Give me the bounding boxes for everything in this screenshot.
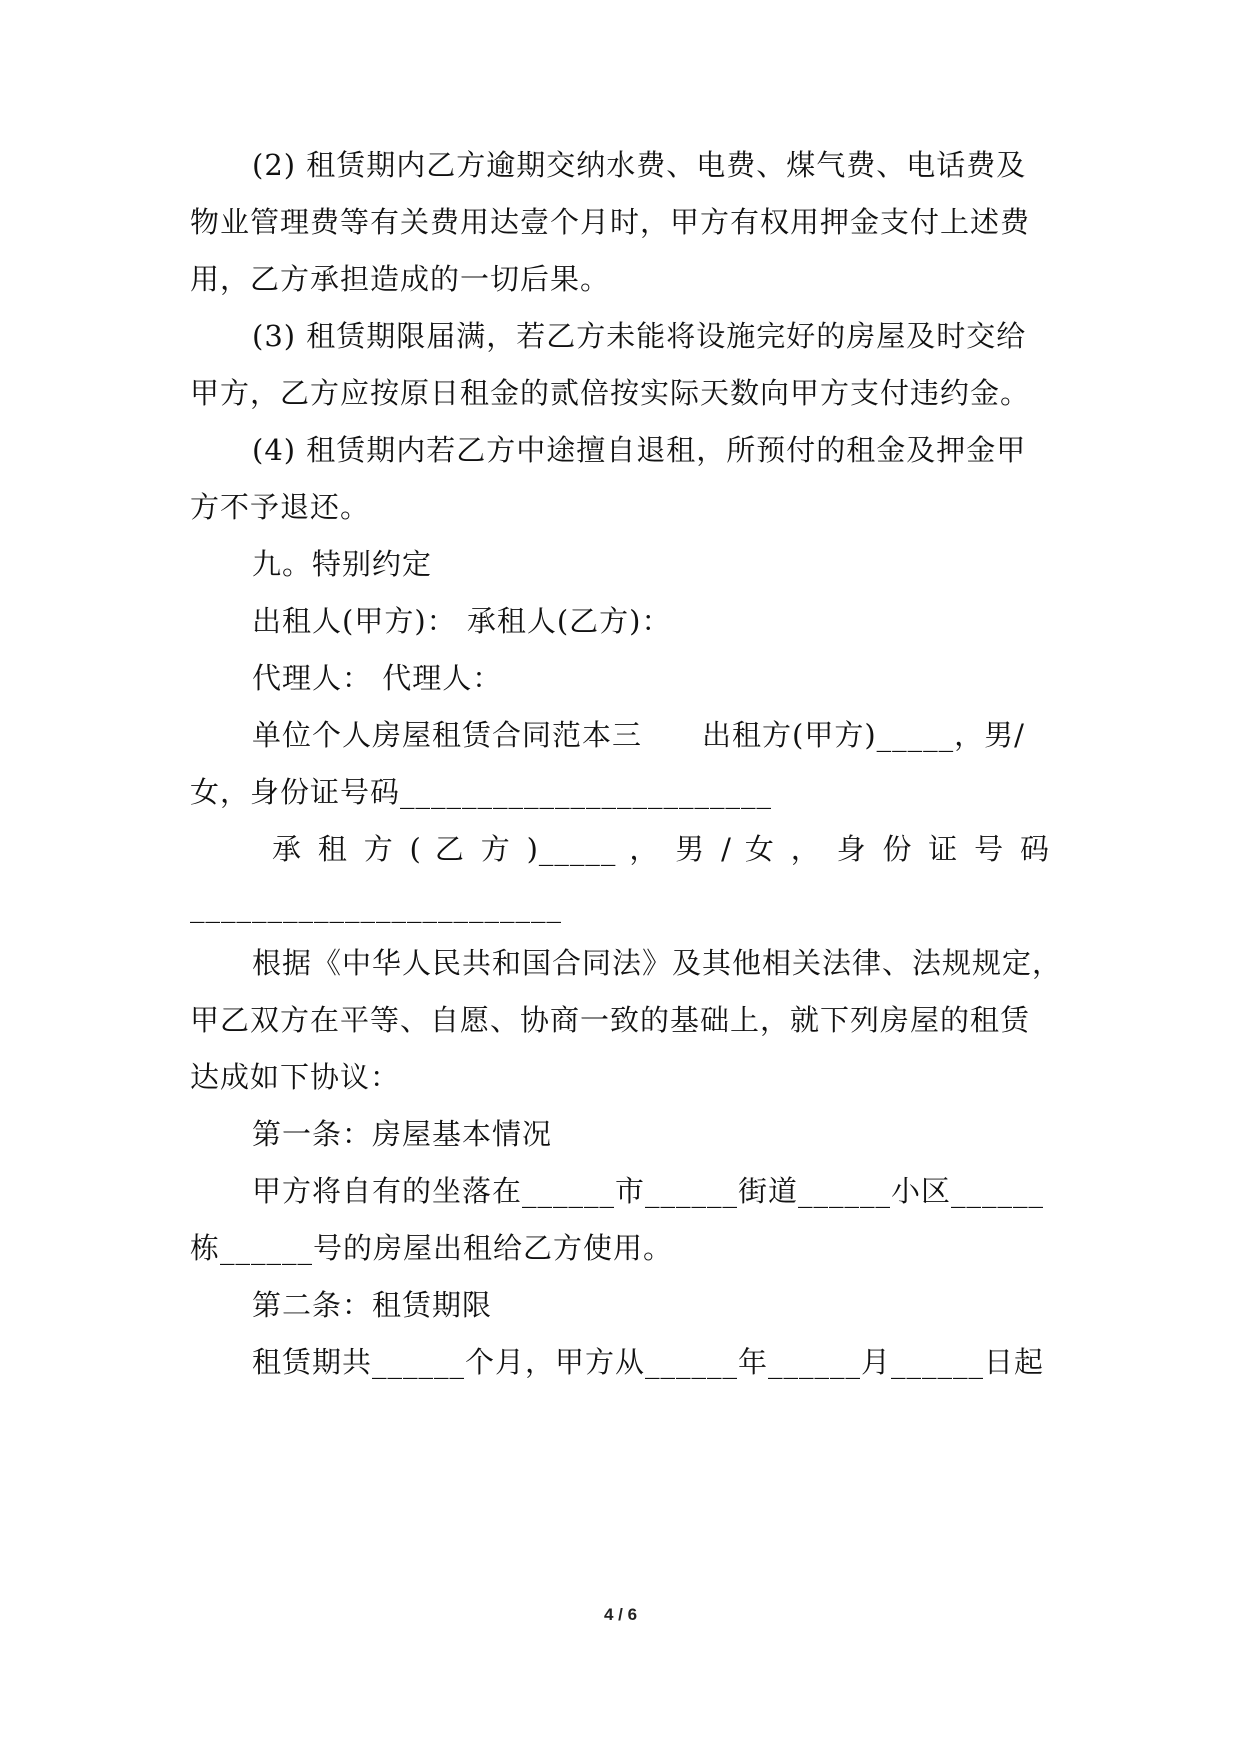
paragraph-line: 栋______号的房屋出租给乙方使用。 xyxy=(190,1231,674,1265)
paragraph-line: 甲方，乙方应按原日租金的贰倍按实际天数向甲方支付违约金。 xyxy=(190,376,1031,410)
paragraph-line: 甲方将自有的坐落在______市______街道______小区______ xyxy=(252,1174,1045,1208)
paragraph-line: (2) 租赁期内乙方逾期交纳水费、电费、煤气费、电话费及 xyxy=(252,148,1027,182)
paragraph-line: (4) 租赁期内若乙方中途擅自退租，所预付的租金及押金甲 xyxy=(252,433,1027,467)
paragraph-line: 甲乙双方在平等、自愿、协商一致的基础上，就下列房屋的租赁 xyxy=(190,1003,1031,1037)
article-heading: 第二条：租赁期限 xyxy=(252,1288,493,1322)
paragraph-line: 达成如下协议： xyxy=(190,1060,401,1094)
paragraph-line: 方不予退还。 xyxy=(190,490,371,524)
paragraph-line: (3) 租赁期限届满，若乙方未能将设施完好的房屋及时交给 xyxy=(252,319,1027,353)
article-heading: 第一条：房屋基本情况 xyxy=(252,1117,553,1151)
paragraph-line: ________________________ xyxy=(190,889,562,923)
paragraph-line: 根据《中华人民共和国合同法》及其他相关法律、法规规定， xyxy=(252,946,1063,980)
paragraph-line: 女，身份证号码________________________ xyxy=(190,775,773,809)
paragraph-line: 用，乙方承担造成的一切后果。 xyxy=(190,262,611,296)
paragraph-line: 承 租 方 ( 乙 方 )_____ ， 男 / 女 ， 身 份 证 号 码 xyxy=(272,832,1050,866)
signature-line: 代理人： 代理人： xyxy=(252,661,503,695)
paragraph-line: 租赁期共______个月，甲方从______年______月______日起 xyxy=(252,1345,1045,1379)
section-heading: 九。特别约定 xyxy=(252,547,433,581)
signature-line: 出租人(甲方)： 承租人(乙方)： xyxy=(252,604,672,638)
page-number: 4 / 6 xyxy=(603,1605,638,1624)
paragraph-line: 物业管理费等有关费用达壹个月时，甲方有权用押金支付上述费 xyxy=(190,205,1031,239)
contract-title-line: 单位个人房屋租赁合同范本三 出租方(甲方)_____，男/ xyxy=(252,718,1025,752)
